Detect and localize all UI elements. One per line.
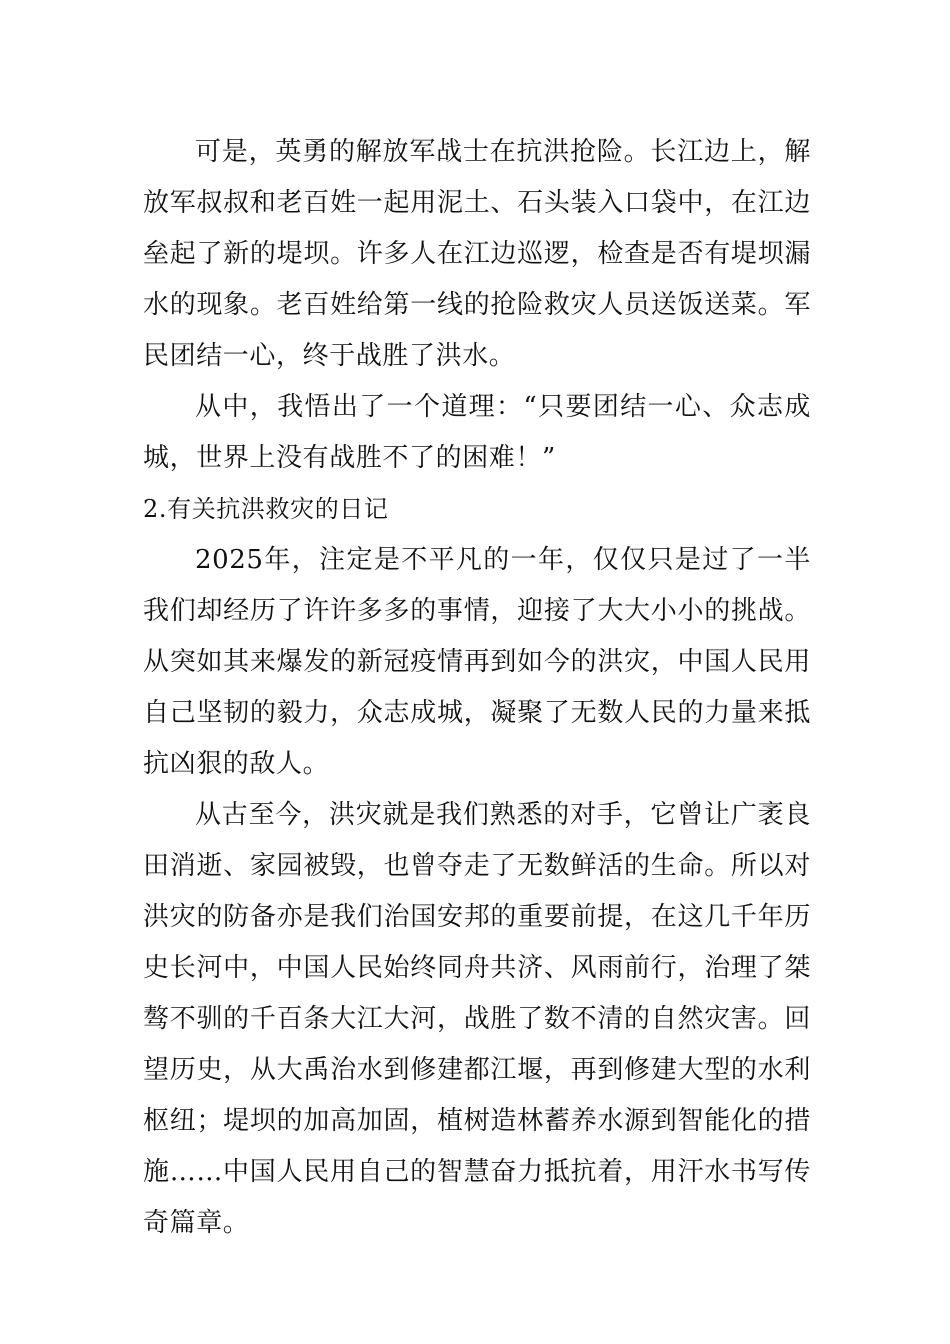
- paragraph-flood-history: 从古至今，洪灾就是我们熟悉的对手，它曾让广袤良田消逝、家园被毁，也曾夺走了无数鲜活的生命。所以对洪灾的防备亦是我们治国安邦的重要前提，在这几千年历史长河中，中国人民始终同舟共济、风雨前行，治理了桀骜不驯的千百条大江大河，战胜了数不清的自然灾害。回望历史，从大禹治水到修建都江堰，再到修建大型的水利枢纽；堤坝的加高加固，植树造林蓄养水源到智能化的措施……中国人民用自己的智慧奋力抵抗着，用汗水书写传奇篇章。: [143, 800, 811, 1238]
- paragraph-year-challenges: 2025年，注定是不平凡的一年，仅仅只是过了一半我们却经历了许许多多的事情，迎接了大大小小的挑战。从突如其来爆发的新冠疫情再到如今的洪灾，中国人民用自己坚韧的毅力，众志成城，凝聚了无数人民的力量来抵抗凶狠的敌人。: [143, 545, 811, 779]
- section-heading: 2.有关抗洪救灾的日记: [143, 495, 389, 523]
- paragraph-soldiers-fight-flood: 可是，英勇的解放军战士在抗洪抢险。长江边上，解放军叔叔和老百姓一起用泥土、石头装入口袋中，在江边垒起了新的堤坝。许多人在江边巡逻，检查是否有堤坝漏水的现象。老百姓给第一线的抢险救灾人员送饭送菜。军民团结一心，终于战胜了洪水。: [143, 137, 811, 371]
- paragraph-lesson-unity: 从中，我悟出了一个道理：“只要团结一心、众志成城，世界上没有战胜不了的困难！”: [143, 392, 811, 473]
- document-page: [143, 127, 811, 1249]
